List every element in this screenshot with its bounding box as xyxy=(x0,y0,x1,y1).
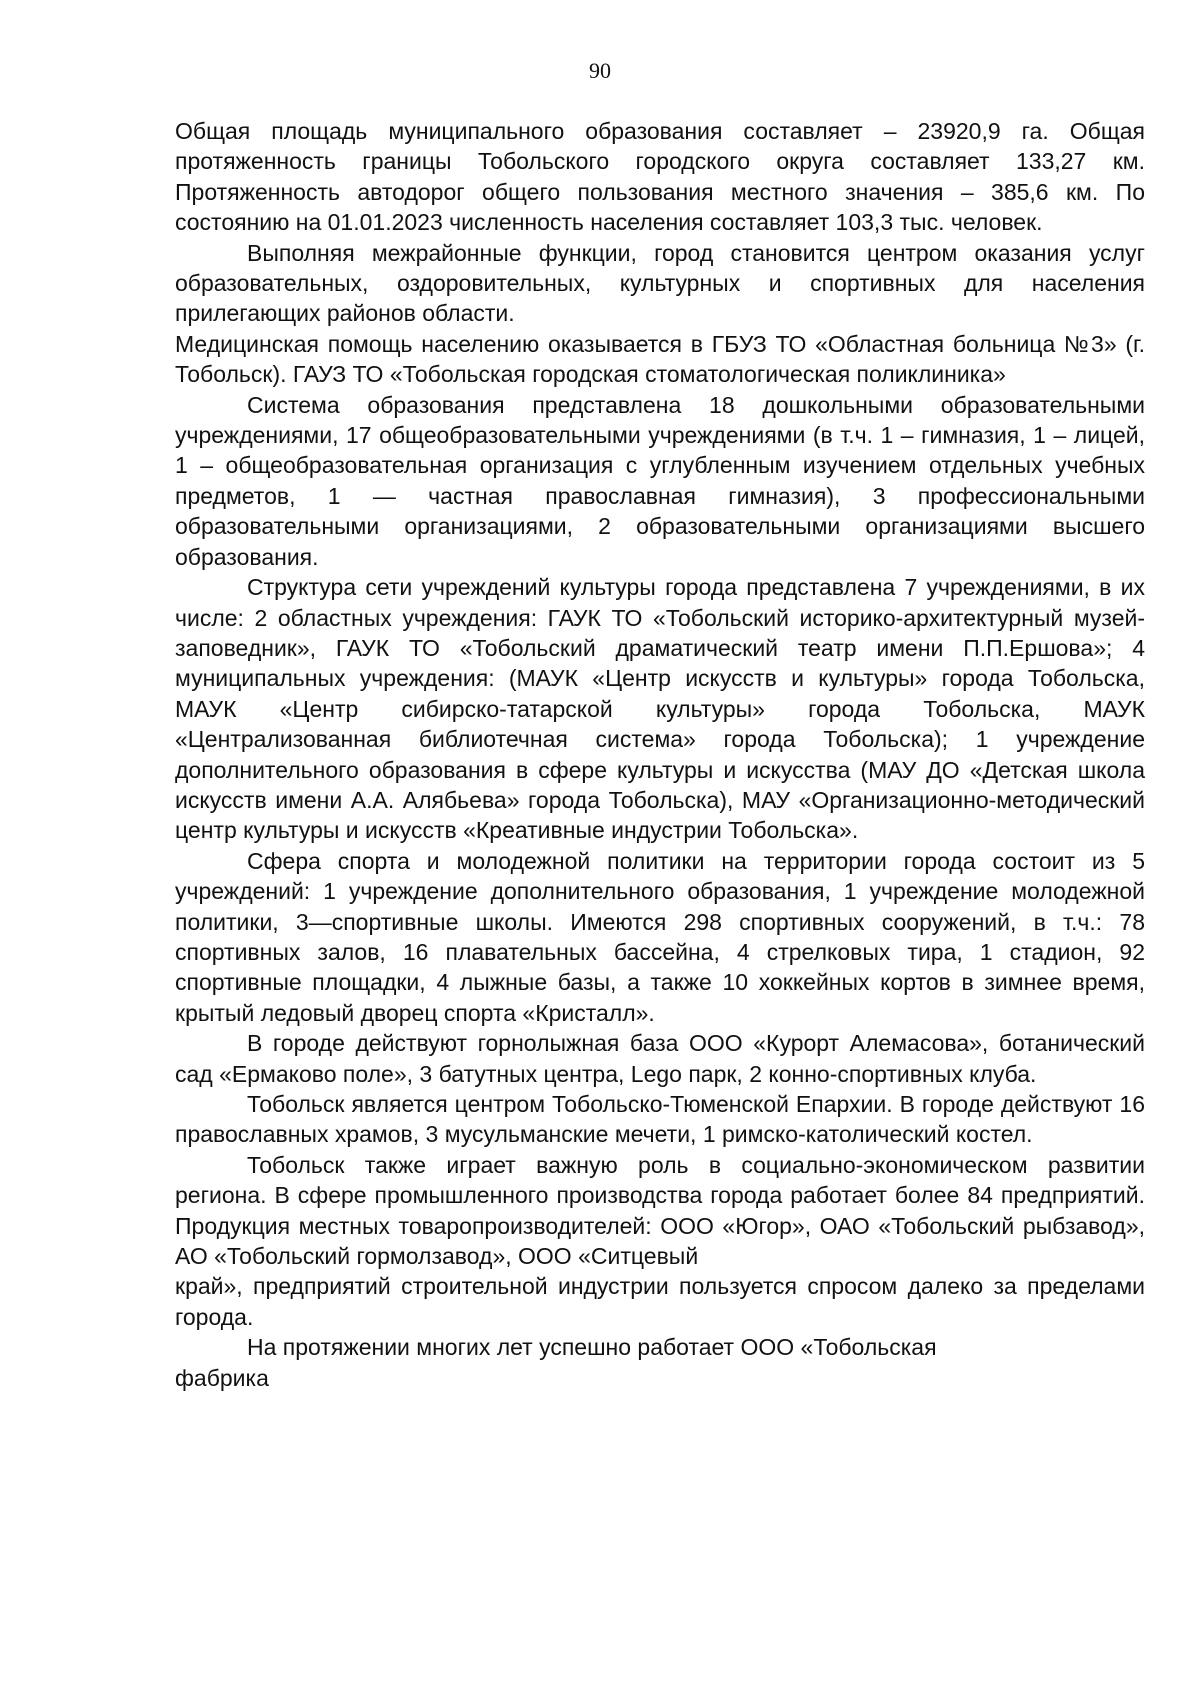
paragraph-medical-care: Медицинская помощь населению оказывается в ГБУЗ ТО «Областная больница №3» (г. Тобольск). ГАУЗ ТО «Тобольская городская стоматологическая поликлиника» xyxy=(175,330,1145,388)
paragraph-culture-institutions: Структура сети учреждений культуры города представлена 7 учреждениями, в их числе: 2 областных учреждения: ГАУК ТО «Тобольский историко-архитектурный музей-заповедник», ГАУК ТО «Тобольский драматический театр имени П.П.Ершова»; 4 муниципальных учреждения: (МАУК «Центр искусств и культуры» города Тобольска, МАУК «Центр сибирско-татарской культуры» города Тобольска, МАУК «Централизованная библиотечная система» города Тобольска); 1 учреждение дополнительного образования в сфере культуры и искусства (МАУ ДО «Детская школа искусств имени А.А. Алябьева» города Тобольска), МАУ «Организационно-методический центр культуры и искусств «Креативные индустрии Тобольска». xyxy=(175,574,1145,844)
paragraph-industry: Тобольск также играет важную роль в социально-экономическом развитии региона. В сфере промышленного производства города работает более 84 предприятий. Продукция местных товаропроизводителей: ООО «Югор», ОАО «Тобольский рыбзавод», АО «Тобольский гормолзавод», ООО «Ситцевый xyxy=(175,1151,1145,1270)
paragraph-eparchy: Тобольск является центром Тобольско-Тюменской Епархии. В городе действуют 16 православных храмов, 3 мусульманские мечети, 1 римско-католический костел. xyxy=(175,1091,1145,1148)
paragraph-factory-continued: фабрика xyxy=(175,1364,269,1391)
paragraph-recreation: В городе действуют горнолыжная база ООО «Курорт Алемасова», ботанический сад «Ермаково поле», 3 батутных центра, Lego парк, 2 конно-спортивных клуба. xyxy=(175,1030,1145,1087)
paragraph-factory: На протяжении многих лет успешно работает ООО «Тобольская xyxy=(247,1334,937,1361)
paragraph-area-population: Общая площадь муниципального образования составляет – 23920,9 га. Общая протяженность границы Тобольского городского округа составляет 133,27 км. Протяженность автодорог общего пользования местного значения – 385,6 км. По состоянию на 01.01.2023 численность населения составляет 103,3 тыс. человек. xyxy=(175,118,1145,236)
paragraph-industry-continued: край», предприятий строительной индустрии пользуется спросом далеко за пределами города. xyxy=(175,1273,1145,1330)
body-text xyxy=(175,116,1145,1393)
paragraph-sport-youth: Сфера спорта и молодежной политики на территории города состоит из 5 учреждений: 1 учреждение дополнительного образования, 1 учреждение молодежной политики, 3—спортивные школы. Имеются 298 спортивных сооружений, в т.ч.: 78 спортивных залов, 16 плавательных бассейна, 4 стрелковых тира, 1 стадион, 92 спортивные площадки, 4 лыжные базы, а также 10 хоккейных кортов в зимнее время, крытый ледовый дворец спорта «Кристалл». xyxy=(175,847,1145,1026)
paragraph-education-system: Система образования представлена 18 дошкольными образовательными учреждениями, 17 общеобразовательными учреждениями (в т.ч. 1 – гимназия, 1 – лицей, 1 – общеобразовательная организация с углубленным изучением отдельных учебных предметов, 1 — частная православная гимназия), 3 профессиональными образовательными организациями, 2 образовательными организациями высшего образования. xyxy=(175,391,1145,570)
page-number: 90 xyxy=(589,58,611,83)
paragraph-interdistrict-functions: Выполняя межрайонные функции, город становится центром оказания услуг образовательных, оздоровительных, культурных и спортивных для населения прилегающих районов области. xyxy=(175,239,1145,327)
